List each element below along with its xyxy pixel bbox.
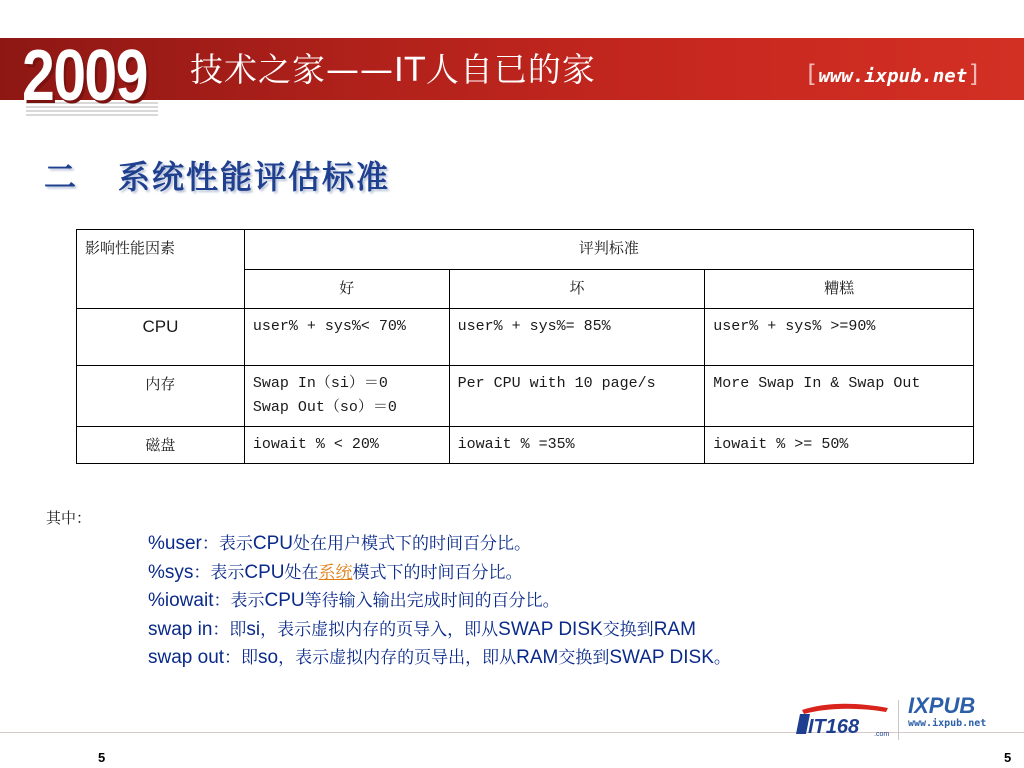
cell-good-line2: Swap Out（so）＝0 [252,399,397,416]
note-text: RAM [516,647,559,668]
bracket-right-icon: ] [967,60,982,88]
table-header-row [77,230,974,270]
cell-good [244,366,449,427]
note-iowait [148,587,731,616]
ixpub-logo-url: www.ixpub.net [908,718,987,729]
term: %iowait [148,590,214,611]
cell-good: iowait % < 20% [244,427,449,464]
table-row [77,366,974,427]
it168-logo-icon[interactable] [796,700,896,740]
page-title [44,152,390,198]
cell-terrible: More Swap In & Swap Out [705,366,974,427]
note-text: 处在用户模式下的时间百分比。 [292,534,531,554]
note-text: ，表示虚拟内存的页导出，即从 [278,648,517,668]
cell-bad: user% + sys%= 85% [449,309,705,366]
cell-terrible: iowait % >= 50% [705,427,974,464]
page-number-left: 5 [98,750,106,765]
section-title: 系统性能评估标准 [118,158,391,196]
note-sys [148,559,731,588]
logo-separator [898,700,899,740]
bracket-left-icon: [ [804,60,819,88]
it168-logo-text: IT168 [808,716,860,738]
term: swap in [148,618,213,640]
note-swap-out [148,644,731,673]
header-factor: 影响性能因素 [77,230,245,309]
cell-bad: Per CPU with 10 page/s [449,366,705,427]
level-terrible: 糟糕 [705,269,974,309]
cell-bad: iowait % =35% [449,427,705,464]
it168-logo-sub: .com [874,731,890,738]
note-swap-in [148,616,731,645]
ixpub-logo-icon: IXPUB [908,693,976,718]
note-text: 。 [713,648,731,668]
note-text: ：表示 [213,591,265,611]
header-criteria: 评判标准 [244,230,973,270]
note-text: CPU [252,533,293,554]
banner-url-text: www.ixpub.net [818,65,968,87]
note-text: so [258,647,279,668]
performance-criteria-table [76,229,974,464]
note-text: ，表示虚拟内存的页导入，即从 [260,619,499,640]
level-good: 好 [244,269,449,309]
note-text: 等待输入输出完成时间的百分比。 [304,591,560,611]
banner-year: 2009 [22,36,147,116]
ixpub-logo[interactable] [908,694,986,729]
notes-intro: 其中： [46,509,92,527]
note-text: ：即 [212,619,247,640]
note-text: 交换到 [602,619,654,640]
notes-list [148,530,731,673]
system-link[interactable]: 系统 [318,562,353,583]
note-text: ：即 [224,648,259,668]
banner-title: 技术之家——IT人自已的家 [190,50,596,89]
note-text: 处在 [284,562,319,583]
note-text: si [246,618,261,640]
note-text: CPU [244,561,285,583]
note-text: ：表示 [201,534,253,554]
banner-url[interactable] [804,62,982,88]
note-text: 模式下的时间百分比。 [352,562,523,583]
note-user [148,530,731,559]
factor-disk: 磁盘 [77,427,245,464]
note-text: 交换到 [558,648,610,668]
page-number-right: 5 [1004,750,1012,765]
cell-terrible: user% + sys% >=90% [705,309,974,366]
term: swap out [148,647,225,668]
table-row [77,427,974,464]
term: %sys [148,561,194,583]
note-text: SWAP DISK [498,618,603,640]
note-text: ：表示 [193,562,245,583]
note-text: CPU [264,590,305,611]
cell-good-line1: Swap In（si）＝0 [252,375,388,392]
level-bad: 坏 [449,269,705,309]
table-row [77,309,974,366]
term: %user [148,533,202,554]
factor-memory: 内存 [77,366,245,427]
note-text: RAM [653,618,696,640]
note-text: SWAP DISK [609,647,714,668]
section-number: 二 [44,158,79,196]
cell-good: user% + sys%< 70% [244,309,449,366]
factor-cpu: CPU [77,309,245,366]
